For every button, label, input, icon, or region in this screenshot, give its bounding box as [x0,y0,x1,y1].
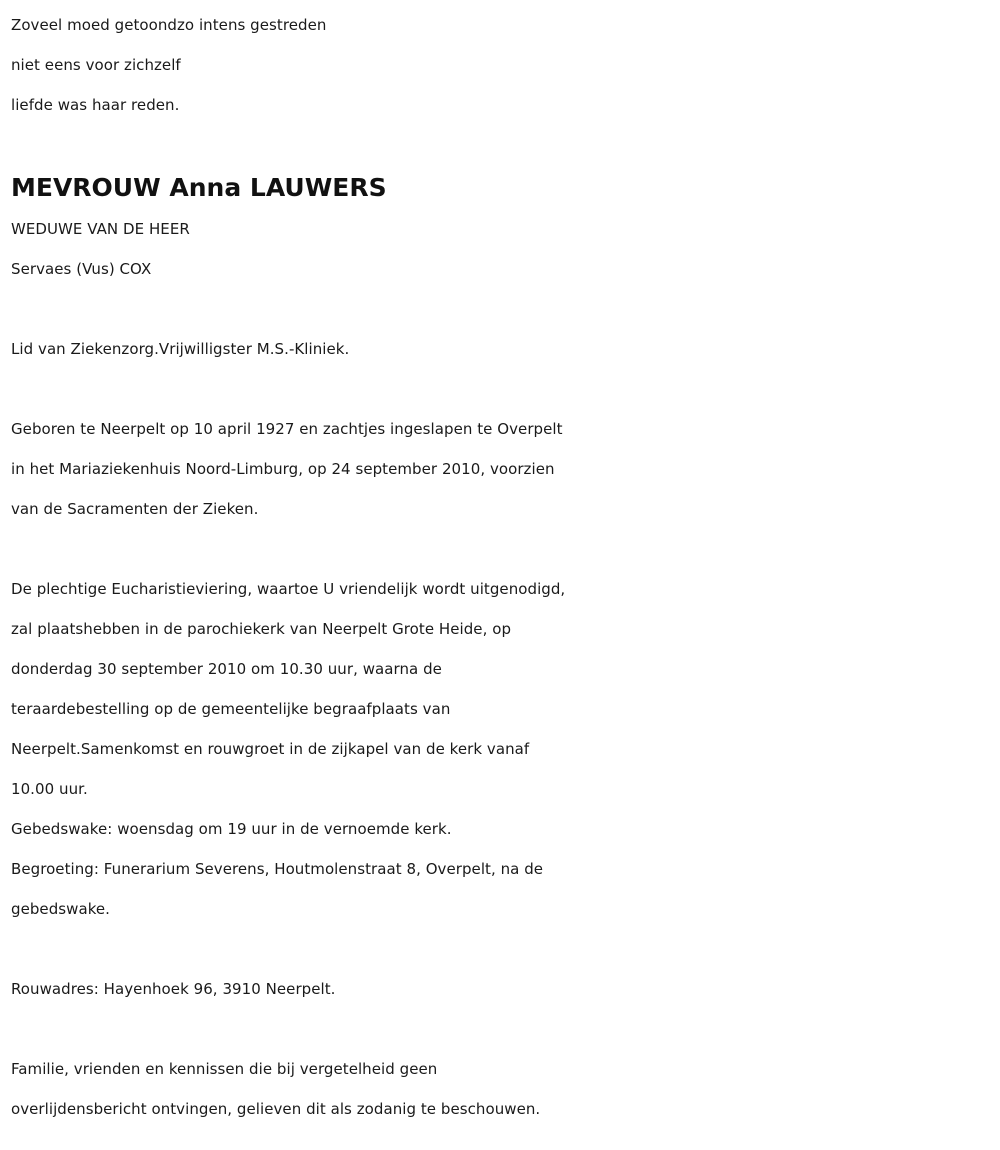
verse-line: niet eens voor zichzelf [11,56,181,74]
mourning-address: Rouwadres: Hayenhoek 96, 3910 Neerpelt. [11,980,336,998]
paragraph-line: De plechtige Eucharistieviering, waartoe U vriendelijk wordt uitgenodigd, [11,580,566,598]
widow-title: WEDUWE VAN DE HEER [11,220,190,238]
paragraph-line: 10.00 uur. [11,780,88,798]
paragraph-line: Neerpelt.Samenkomst en rouwgroet in de zijkapel van de kerk vanaf [11,740,530,758]
paragraph-line: overlijdensbericht ontvingen, gelieven dit als zodanig te beschouwen. [11,1100,541,1118]
paragraph-line: donderdag 30 september 2010 om 10.30 uur, waarna de [11,660,442,678]
closing-paragraph [11,1049,996,1129]
paragraph-line: Familie, vrienden en kennissen die bij vergetelheid geen [11,1060,438,1078]
verse-line: liefde was haar reden. [11,96,180,114]
memorial-verse [11,5,996,125]
verse-line: Zoveel moed getoondzo intens gestreden [11,16,327,34]
deceased-name: MEVROUW Anna LAUWERS [11,173,387,202]
vigil-line: Gebedswake: woensdag om 19 uur in de vernoemde kerk. [11,820,452,838]
paragraph-line: in het Mariaziekenhuis Noord-Limburg, op 24 september 2010, voorzien [11,460,555,478]
birth-death-paragraph [11,409,996,529]
paragraph-line: zal plaatshebben in de parochiekerk van Neerpelt Grote Heide, op [11,620,512,638]
ceremony-paragraph [11,569,996,929]
spouse-info [11,209,996,289]
paragraph-line: Geboren te Neerpelt op 10 april 1927 en zachtjes ingeslapen te Overpelt [11,420,563,438]
paragraph-line: teraardebestelling op de gemeentelijke begraafplaats van [11,700,451,718]
membership-text: Lid van Ziekenzorg.Vrijwilligster M.S.-Kliniek. [11,340,350,358]
spouse-name: Servaes (Vus) COX [11,260,152,278]
obituary-document [11,0,996,1129]
greeting-line: Begroeting: Funerarium Severens, Houtmolenstraat 8, Overpelt, na de [11,860,544,878]
paragraph-line: gebedswake. [11,900,110,918]
paragraph-line: van de Sacramenten der Zieken. [11,500,259,518]
